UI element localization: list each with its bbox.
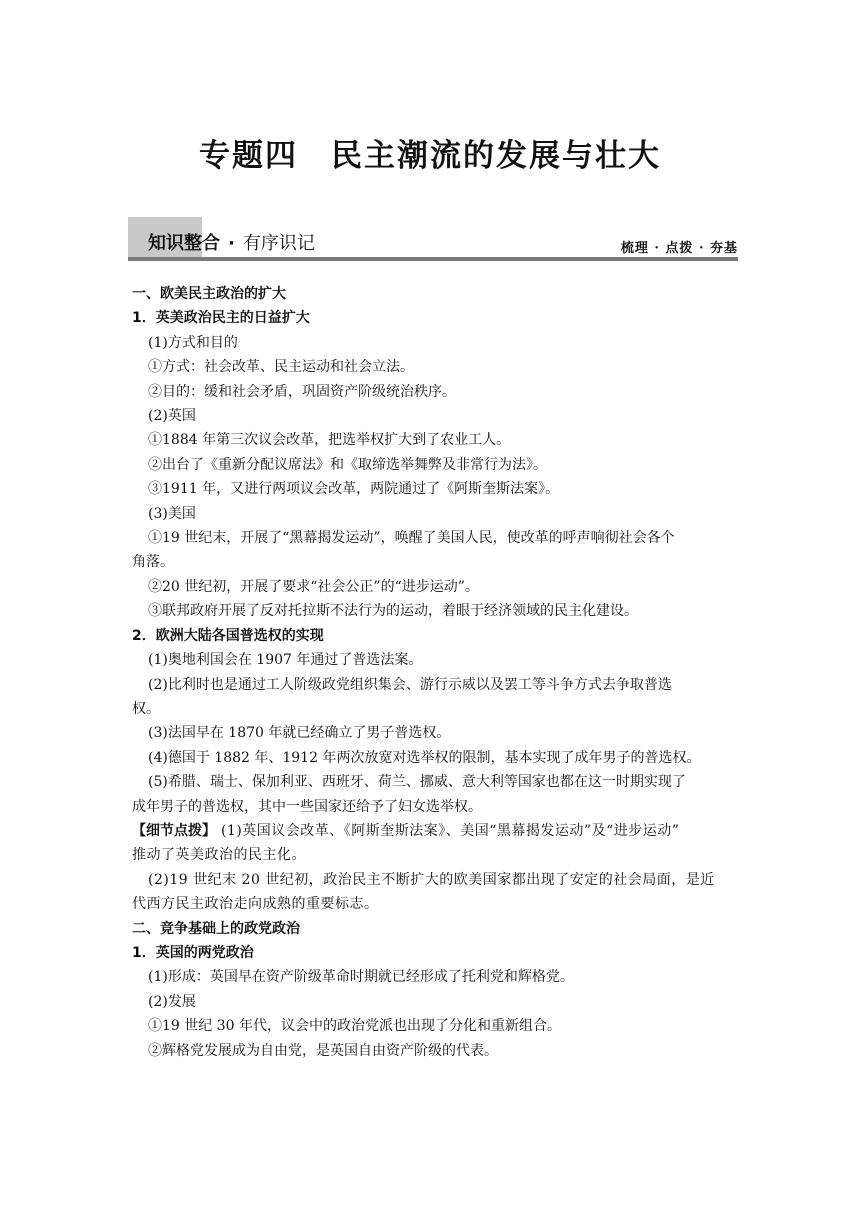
text-line: (2)发展 [148, 993, 196, 1010]
banner-label [148, 229, 315, 255]
text-line: 权。 [132, 700, 160, 717]
text-line: (2)比利时也是通过工人阶级政党组织集会、游行示威以及罢工等斗争方式去争取普选 [148, 676, 672, 693]
text-line: (4)德国于 1882 年、1912 年两次放宽对选举权的限制，基本实现了成年男子的普选权。 [148, 749, 701, 766]
detail-tip-text: (1)英国议会改革、《阿斯奎斯法案》、美国“黑幕揭发运动”及“进步运动” [216, 822, 680, 839]
section-heading: 一、欧美民主政治的扩大 [132, 286, 286, 302]
page-title: 专题四 民主潮流的发展与壮大 [199, 138, 661, 174]
text-line: (1)方式和目的 [148, 334, 238, 351]
text-line: ②出台了《重新分配议席法》和《取缔选举舞弊及非常行为法》。 [148, 456, 547, 473]
text-line: (1)形成：英国早在资产阶级革命时期就已经形成了托利党和辉格党。 [148, 969, 574, 986]
text-line: ①19 世纪末，开展了“黑幕揭发运动”，唤醒了美国人民，使改革的呼声响彻社会各个 [148, 530, 675, 547]
text-line: 推动了英美政治的民主化。 [132, 847, 306, 864]
text-line: (5)希腊、瑞士、保加利亚、西班牙、荷兰、挪威、意大利等国家也都在这一时期实现了 [148, 774, 686, 791]
text-line: (3)法国早在 1870 年就已经确立了男子普选权。 [148, 725, 451, 742]
text-line: 角落。 [132, 554, 174, 571]
section-banner [128, 217, 738, 261]
text-line: ①方式：社会改革、民主运动和社会立法。 [148, 359, 414, 376]
text-line: ②辉格党发展成为自由党，是英国自由资产阶级的代表。 [148, 1042, 498, 1059]
detail-tip-label: 【细节点拨】 [132, 822, 216, 839]
subsection-heading: 1．英国的两党政治 [132, 944, 254, 961]
document-body [132, 282, 732, 1063]
text-line: ②20 世纪初，开展了要求“社会公正”的“进步运动”。 [148, 578, 479, 595]
text-line: 代西方民主政治走向成熟的重要标志。 [132, 896, 379, 913]
text-line: ③联邦政府开展了反对托拉斯不法行为的运动，着眼于经济领域的民主化建设。 [148, 603, 638, 620]
text-line: ①1884 年第三次议会改革，把选举权扩大到了农业工人。 [148, 432, 511, 449]
subsection-heading: 1．英美政治民主的日益扩大 [132, 310, 310, 327]
text-line: (2)英国 [148, 408, 196, 425]
text-line: (2)19 世纪末 20 世纪初，政治民主不断扩大的欧美国家都出现了安定的社会局面，是近 [148, 871, 715, 888]
banner-rule [128, 257, 738, 261]
detail-tip [132, 819, 732, 843]
banner-dot: · [228, 233, 235, 254]
text-line: (3)美国 [148, 505, 196, 522]
banner-sub: 有序识记 [242, 233, 315, 254]
section-heading: 二、竞争基础上的政党政治 [132, 920, 300, 937]
text-line: ②目的：缓和社会矛盾，巩固资产阶级统治秩序。 [148, 383, 456, 400]
text-line: ③1911 年，又进行两项议会改革，两院通过了《阿斯奎斯法案》。 [148, 481, 560, 498]
banner-right-label: 梳理 · 点拨 · 夯基 [620, 241, 738, 256]
text-line: ①19 世纪 30 年代，议会中的政治党派也出现了分化和重新组合。 [148, 1018, 561, 1035]
text-line: (1)奥地利国会在 1907 年通过了普选法案。 [148, 652, 423, 669]
banner-main: 知识整合 [148, 233, 220, 254]
subsection-heading: 2．欧洲大陆各国普选权的实现 [132, 627, 324, 644]
text-line: 成年男子的普选权，其中一些国家还给予了妇女选举权。 [132, 798, 482, 815]
